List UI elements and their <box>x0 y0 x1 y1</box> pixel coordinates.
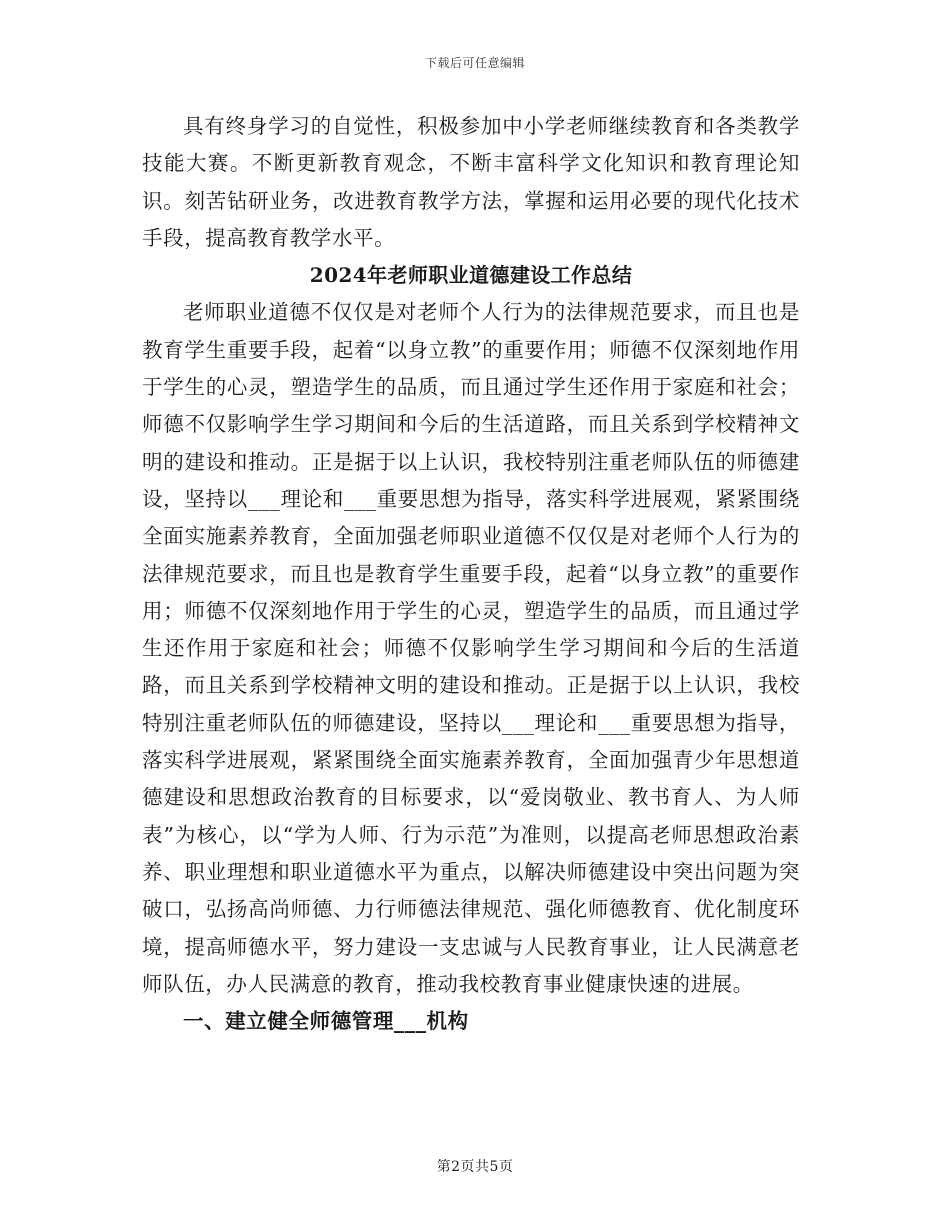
page-header-note: 下载后可任意编辑 <box>424 56 525 70</box>
section-heading: 一、建立健全师德管理___机构 <box>183 1009 469 1034</box>
continuation-paragraph: 具有终身学习的自觉性，积极参加中小学老师继续教育和各类教学技能大赛。不断更新教育观念，不断丰富科学文化知识和教育理论知识。刻苦钻研业务，改进教育教学方法，掌握和运用必要的现代化技术手段，提高教育教学水平。 <box>142 114 800 250</box>
document-title: 2024年老师职业道德建设工作总结 <box>309 263 633 288</box>
page-number: 第2页共5页 <box>436 1159 514 1175</box>
document-body <box>142 108 800 1040</box>
main-paragraph: 老师职业道德不仅仅是对老师个人行为的法律规范要求，而且也是教育学生重要手段，起着“以身立教”的重要作用；师德不仅深刻地作用于学生的心灵，塑造学生的品质，而且通过学生还作用于家庭和社会；师德不仅影响学生学习期间和今后的生活道路，而且关系到学校精神文明的建设和推动。正是据于以上认识，我校特别注重老师队伍的师德建设，坚持以___理论和___重要思想为指导，落实科学进展观，紧紧围绕全面实施素养教育，全面加强老师职业道德不仅仅是对老师个人行为的法律规范要求，而且也是教育学生重要手段，起着“以身立教”的重要作用；师德不仅深刻地作用于学生的心灵，塑造学生的品质，而且通过学生还作用于家庭和社会；师德不仅影响学生学习期间和今后的生活道路，而且关系到学校精神文明的建设和推动。正是据于以上认识，我校特别注重老师队伍的师德建设，坚持以___理论和___重要思想为指导，落实科学进展观，紧紧围绕全面实施素养教育，全面加强青少年思想道德建设和思想政治教育的目标要求，以“爱岗敬业、教书育人、为人师表”为核心，以“学为人师、行为示范”为准则，以提高老师思想政治素养、职业理想和职业道德水平为重点，以解决师德建设中突出问题为突破口，弘扬高尚师德、力行师德法律规范、强化师德教育、优化制度环境，提高师德水平，努力建设一支忠诚与人民教育事业，让人民满意老师队伍，办人民满意的教育，推动我校教育事业健康快速的进展。 <box>142 300 800 996</box>
